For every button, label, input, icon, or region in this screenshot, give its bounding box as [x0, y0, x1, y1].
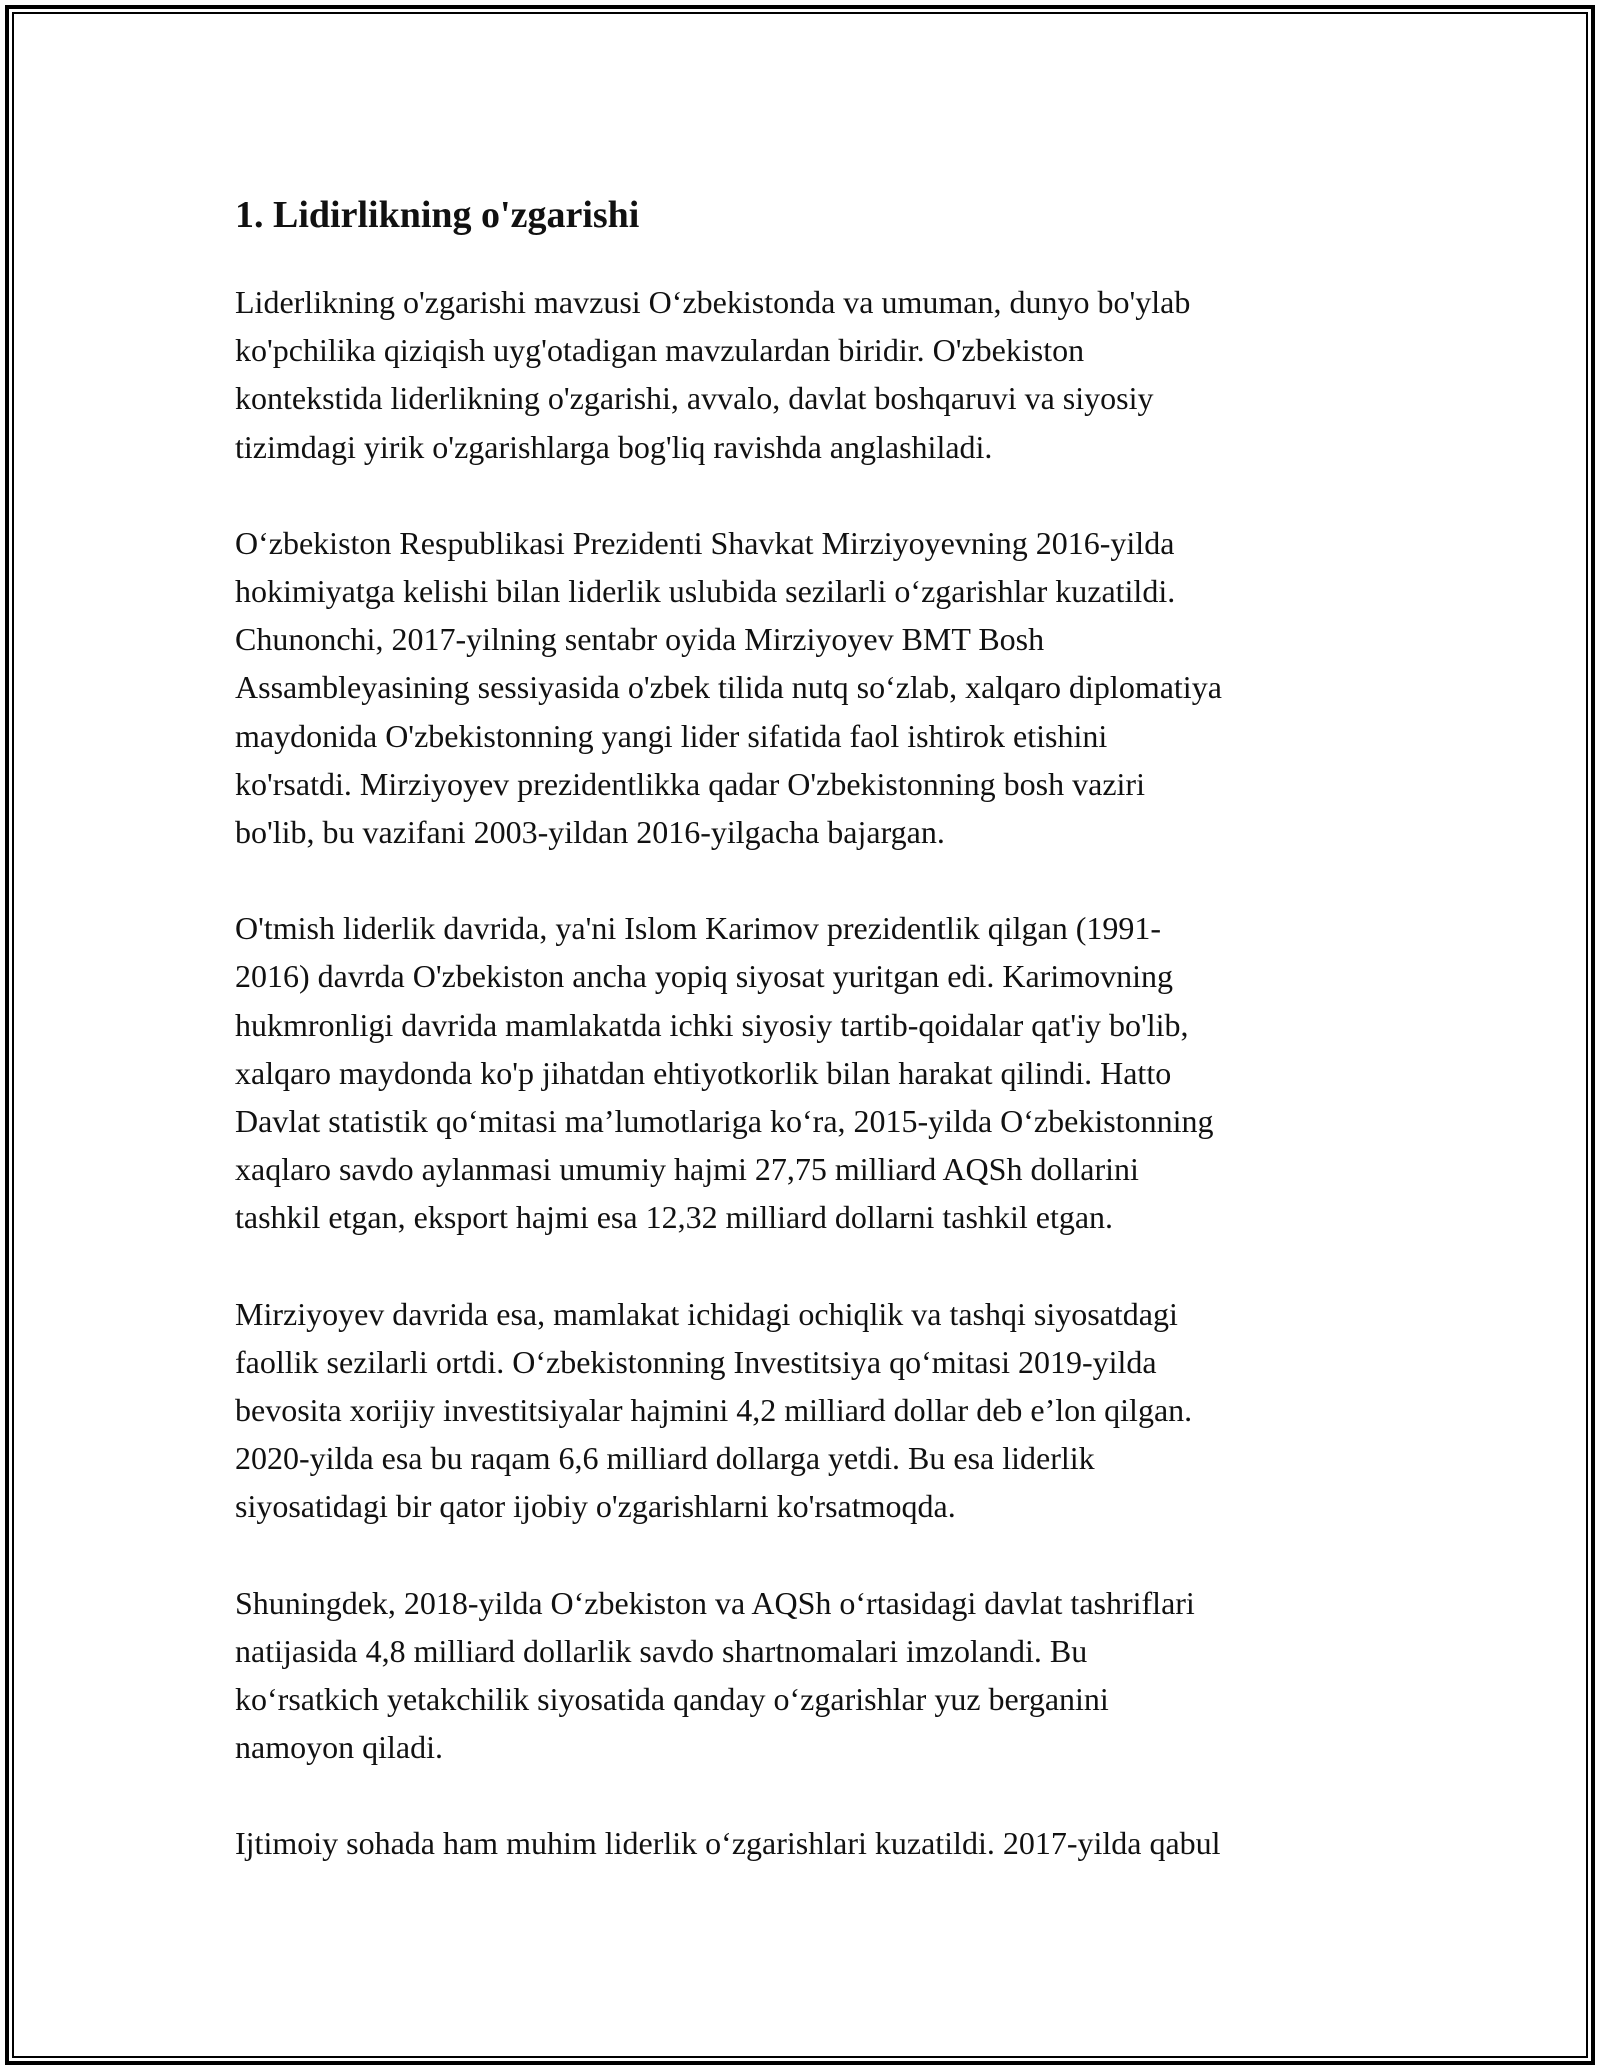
- text-line: tashkil etgan, eksport hajmi esa 12,32 milliard dollarni tashkil etgan.: [235, 1199, 1114, 1236]
- text-line: tizimdagi yirik o'zgarishlarga bog'liq ravishda anglashiladi.: [235, 428, 993, 465]
- text-line: ko'pchilika qiziqish uyg'otadigan mavzulardan biridir. O'zbekiston: [235, 332, 1085, 369]
- text-line: Assambleyasining sessiyasida o'zbek tilida nutq so‘zlab, xalqaro diplomatiya: [235, 669, 1222, 706]
- text-line: O‘zbekiston Respublikasi Prezidenti Shavkat Mirziyoyevning 2016-yilda: [235, 524, 1175, 561]
- text-line: hukmronligi davrida mamlakatda ichki siyosiy tartib-qoidalar qat'iy bo'lib,: [235, 1006, 1189, 1043]
- text-line: Ijtimoiy sohada ham muhim liderlik o‘zgarishlari kuzatildi. 2017-yilda qabul: [235, 1825, 1221, 1862]
- text-line: bevosita xorijiy investitsiyalar hajmini 4,2 milliard dollar deb e’lon qilgan.: [235, 1392, 1193, 1429]
- text-line: kontekstida liderlikning o'zgarishi, avvalo, davlat boshqaruvi va siyosiy: [235, 380, 1154, 417]
- text-line: 2016) davrda O'zbekiston ancha yopiq siyosat yuritgan edi. Karimovning: [235, 958, 1173, 995]
- text-line: Mirziyoyev davrida esa, mamlakat ichidagi ochiqlik va tashqi siyosatdagi: [235, 1295, 1178, 1332]
- paragraph-karimov: [235, 904, 1375, 1241]
- text-line: namoyon qiladi.: [235, 1729, 443, 1766]
- paragraph-investment: [235, 1290, 1375, 1531]
- paragraph-intro: [235, 278, 1375, 471]
- text-line: ko'rsatdi. Mirziyoyev prezidentlikka qadar O'zbekistonning bosh vaziri: [235, 765, 1145, 802]
- text-line: 2020-yilda esa bu raqam 6,6 milliard dollarga yetdi. Bu esa liderlik: [235, 1440, 1095, 1477]
- text-line: xaqlaro savdo aylanmasi umumiy hajmi 27,75 milliard AQSh dollarini: [235, 1151, 1139, 1188]
- text-line: xalqaro maydonda ko'p jihatdan ehtiyotkorlik bilan harakat qilindi. Hatto: [235, 1054, 1172, 1091]
- text-line: ko‘rsatkich yetakchilik siyosatida qanday o‘zgarishlar yuz berganini: [235, 1681, 1109, 1718]
- text-line: faollik sezilarli ortdi. O‘zbekistonning Investitsiya qo‘mitasi 2019-yilda: [235, 1343, 1157, 1380]
- text-line: Shuningdek, 2018-yilda O‘zbekiston va AQSh o‘rtasidagi davlat tashriflari: [235, 1584, 1195, 1621]
- paragraph-social: [235, 1819, 1375, 1867]
- text-line: hokimiyatga kelishi bilan liderlik uslubida sezilarli o‘zgarishlar kuzatildi.: [235, 573, 1176, 610]
- text-line: Chunonchi, 2017-yilning sentabr oyida Mirziyoyev BMT Bosh: [235, 621, 1045, 658]
- text-line: bo'lib, bu vazifani 2003-yildan 2016-yilgacha bajargan.: [235, 814, 945, 851]
- text-line: O'tmish liderlik davrida, ya'ni Islom Karimov prezidentlik qilgan (1991-: [235, 910, 1161, 947]
- text-line: Davlat statistik qo‘mitasi ma’lumotlariga ko‘ra, 2015-yilda O‘zbekistonning: [235, 1103, 1214, 1140]
- text-line: siyosatidagi bir qator ijobiy o'zgarishlarni ko'rsatmoqda.: [235, 1488, 956, 1525]
- text-line: Liderlikning o'zgarishi mavzusi O‘zbekistonda va umuman, dunyo bo'ylab: [235, 284, 1191, 320]
- section-heading: 1. Lidirlikning o'zgarishi: [235, 194, 640, 236]
- text-line: natijasida 4,8 milliard dollarlik savdo shartnomalari imzolandi. Bu: [235, 1632, 1088, 1669]
- paragraph-usa-trade: [235, 1579, 1375, 1772]
- document-page: [235, 180, 1375, 1916]
- paragraph-mirziyoyev: [235, 519, 1375, 856]
- text-line: maydonida O'zbekistonning yangi lider sifatida faol ishtirok etishini: [235, 717, 1108, 754]
